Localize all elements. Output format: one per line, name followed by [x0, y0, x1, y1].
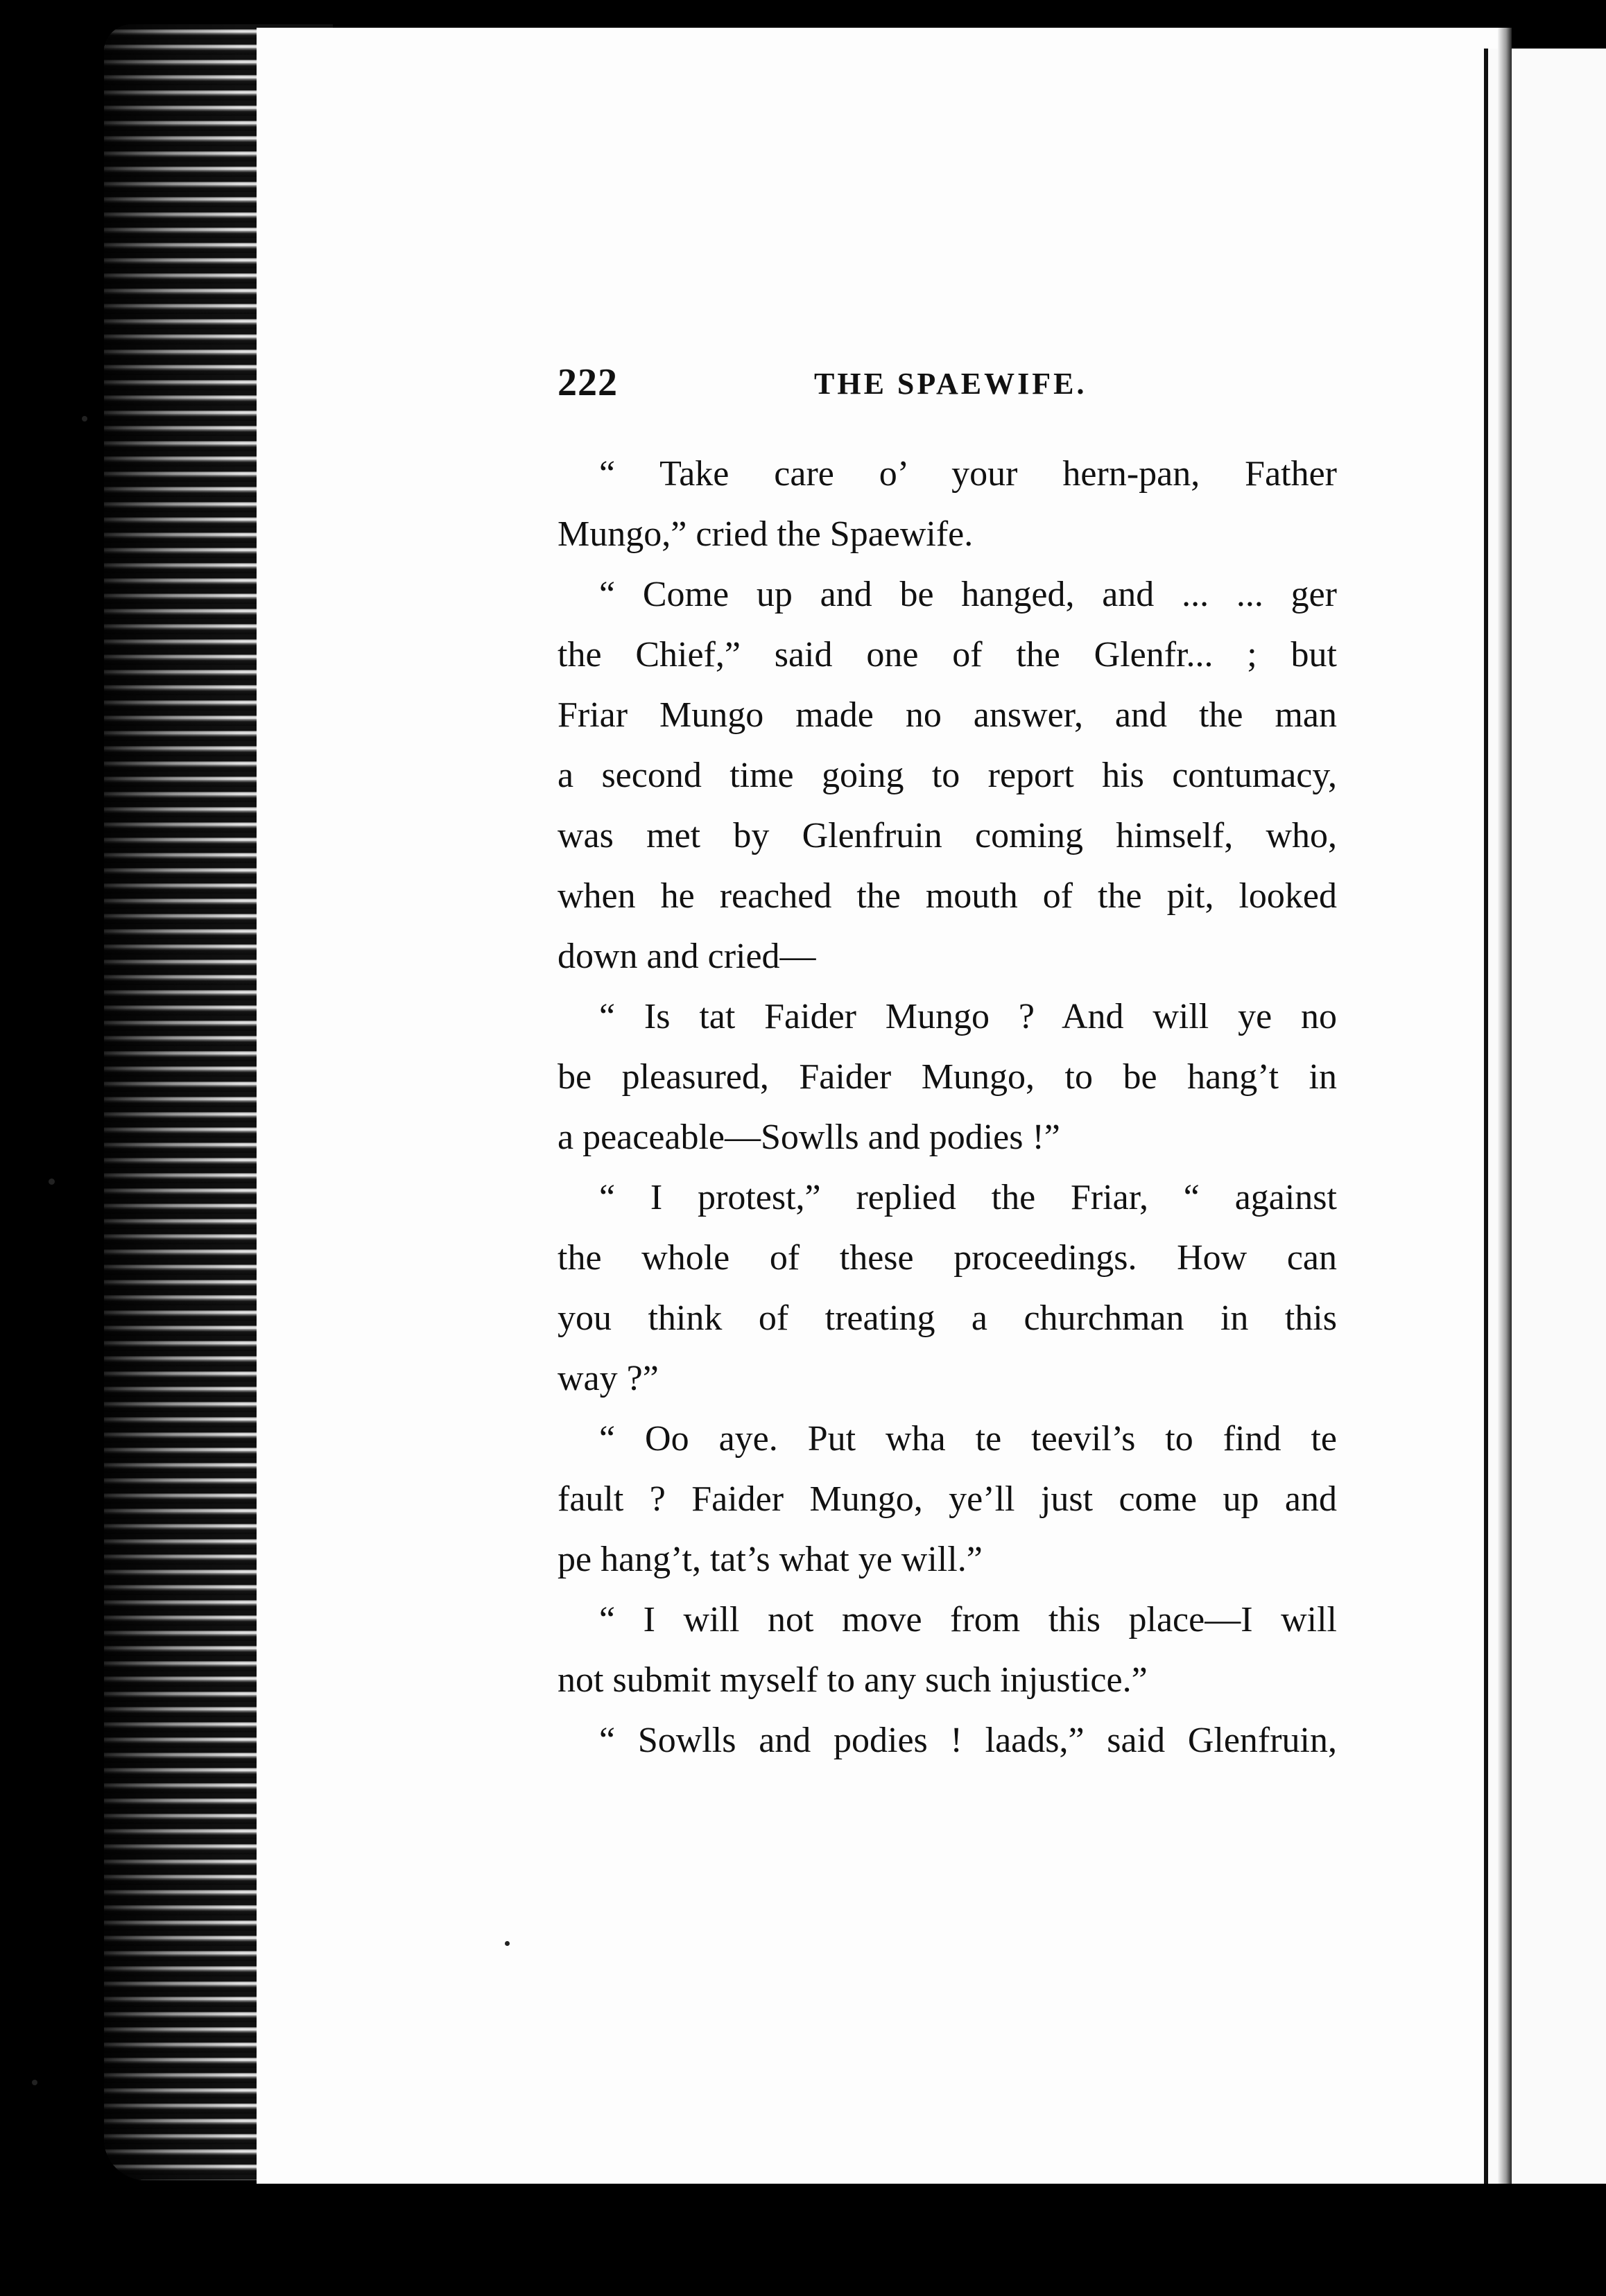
text-line: Mungo,” cried the Spaewife.	[558, 514, 974, 554]
text-line: the whole of these proceedings. How can	[558, 1238, 1337, 1278]
book-gutter	[1498, 28, 1512, 2184]
text-line: “ Take care o’ your hern-pan, Father	[599, 454, 1337, 494]
page-header	[558, 360, 1341, 409]
text-line: “ I protest,” replied the Friar, “ against	[599, 1178, 1337, 1217]
text-line: not submit myself to any such injustice.”	[558, 1660, 1148, 1700]
text-line: a peaceable—Sowlls and podies !”	[558, 1117, 1060, 1157]
text-line: a second time going to report his contumacy,	[558, 756, 1337, 795]
text-line: when he reached the mouth of the pit, looked	[558, 876, 1337, 916]
text-line: you think of treating a churchman in this	[558, 1298, 1337, 1338]
text-line: Friar Mungo made no answer, and the man	[558, 695, 1337, 735]
text-line: the Chief,” said one of the Glenfr... ; but	[558, 635, 1337, 675]
print-speck	[82, 416, 87, 421]
text-line: down and cried—	[558, 937, 816, 976]
text-line: “ I will not move from this place—I will	[599, 1600, 1337, 1640]
text-line: was met by Glenfruin coming himself, who,	[558, 816, 1337, 855]
text-line: “ Come up and be hanged, and ... ... ger	[599, 575, 1337, 614]
running-title: THE SPAEWIFE.	[814, 367, 1087, 401]
print-speck	[32, 2080, 37, 2085]
text-line: “ Is tat Faider Mungo ? And will ye no	[599, 997, 1337, 1036]
page-number: 222	[558, 361, 618, 404]
print-speck	[505, 1941, 510, 1946]
text-line: fault ? Faider Mungo, ye’ll just come up and	[558, 1479, 1337, 1519]
text-line: be pleasured, Faider Mungo, to be hang’t in	[558, 1057, 1337, 1097]
text-line: “ Oo aye. Put wha te teevil’s to find te	[599, 1419, 1337, 1459]
text-line: way ?”	[558, 1359, 659, 1398]
print-speck	[49, 1179, 55, 1185]
body-text	[558, 444, 1337, 1771]
text-line: pe hang’t, tat’s what ye will.”	[558, 1540, 983, 1579]
text-line: “ Sowlls and podies ! laads,” said Glenfruin,	[599, 1721, 1337, 1760]
